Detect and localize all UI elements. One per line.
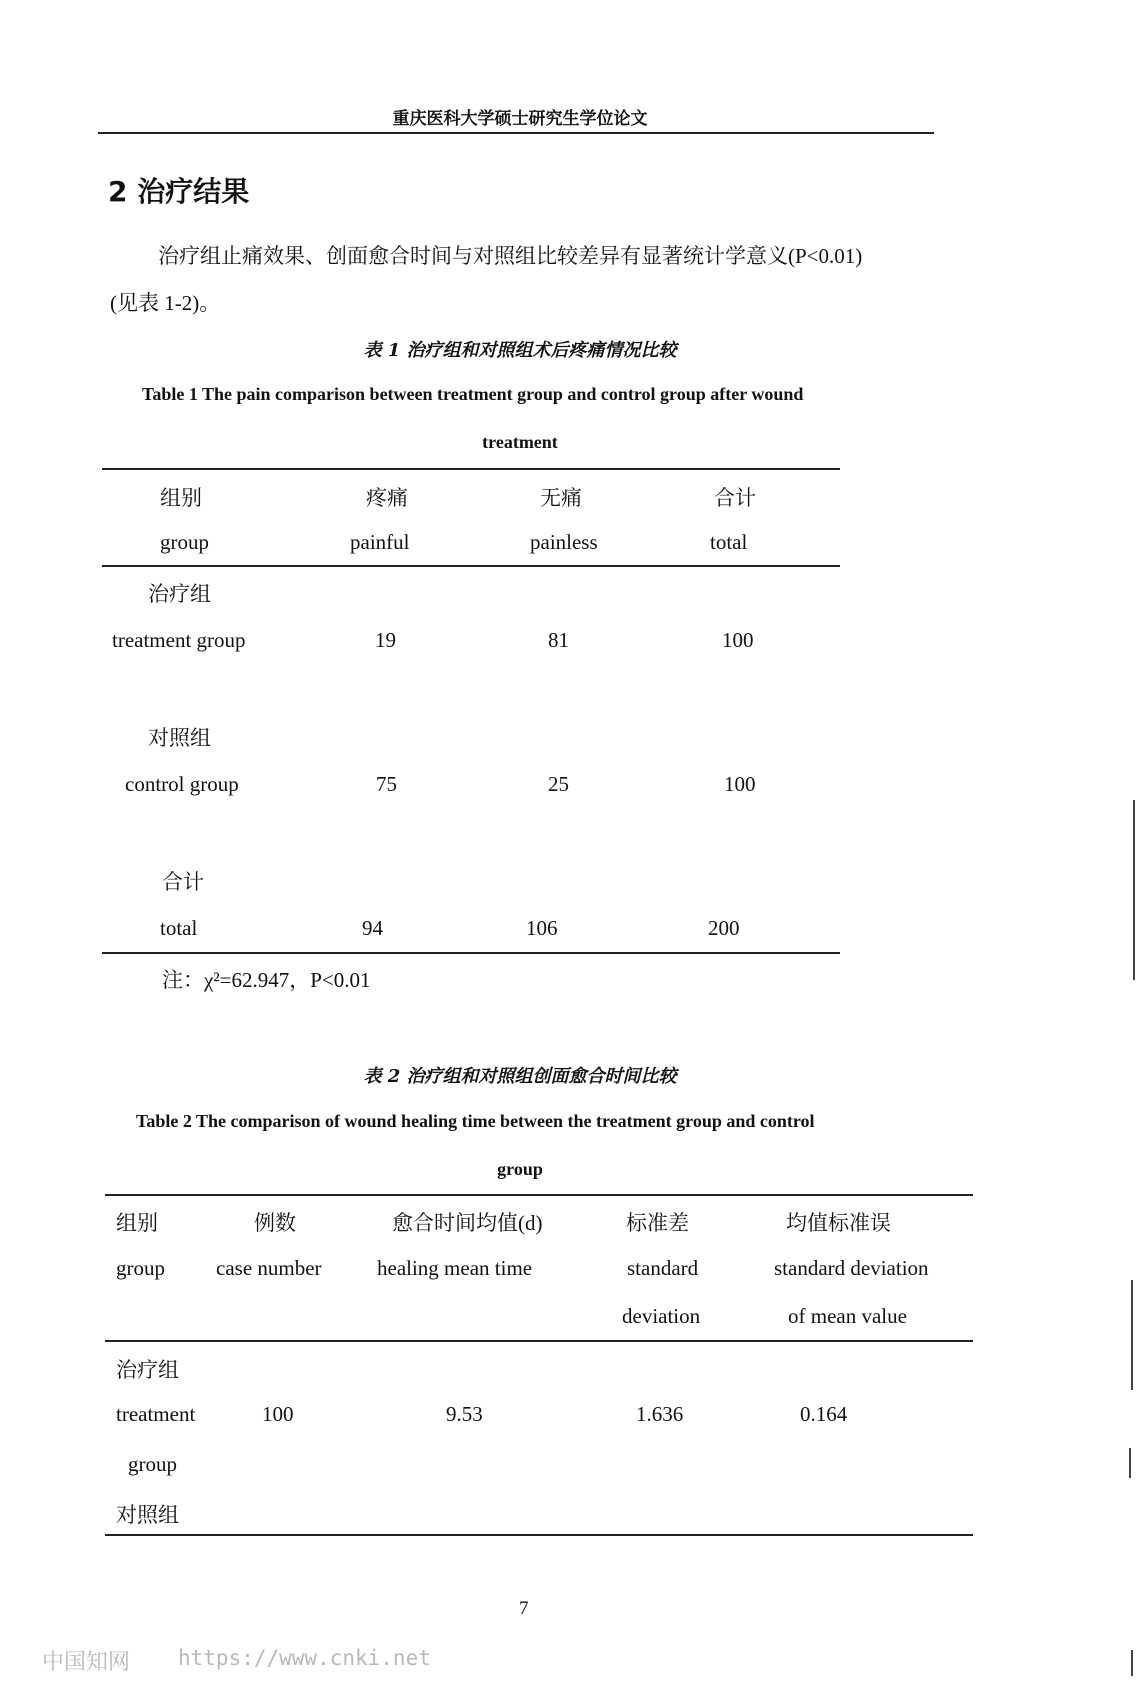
table2-row1-mean: 9.53: [446, 1402, 483, 1426]
table1-note: 注：χ²=62.947，P<0.01: [162, 968, 371, 992]
table1-row1-painless: 81: [548, 628, 569, 652]
table1-caption-en-line2: treatment: [482, 432, 558, 452]
table1-header-en-painless: painless: [530, 530, 598, 554]
table2-header-en-sd-line2: deviation: [622, 1304, 701, 1328]
page-number: 7: [519, 1598, 529, 1619]
table1-row2-painless: 25: [548, 772, 569, 796]
table2-row1-sd: 1.636: [636, 1402, 684, 1426]
table2-caption-cn: 表 2 治疗组和对照组创面愈合时间比较: [363, 1066, 677, 1087]
table1-header-cn-painless: 无痛: [540, 486, 582, 510]
table2-row1-name-en-2: group: [128, 1452, 177, 1476]
table1-row2-name-cn: 对照组: [148, 726, 211, 750]
watermark-url: https://www.cnki.net: [178, 1646, 431, 1670]
body-line-2: (见表 1-2)。: [110, 291, 221, 315]
watermark-site-name: 中国知网: [42, 1650, 131, 1675]
table1-bottom-rule: [102, 952, 840, 954]
table1-header-cn-painful: 疼痛: [366, 486, 408, 510]
table2-header-en-cases: case number: [216, 1256, 322, 1280]
table2-header-en-sd: standard: [627, 1256, 699, 1280]
table1-row3-painless: 106: [526, 916, 558, 940]
table2-row1-cases: 100: [262, 1402, 294, 1426]
table2-row1-name-cn: 治疗组: [116, 1358, 179, 1382]
table2-header-en-sem-line2: of mean value: [788, 1304, 907, 1328]
table2-caption-en-line2: group: [497, 1159, 543, 1179]
table2-header-en-mean: healing mean time: [377, 1256, 533, 1280]
table1-top-rule: [102, 468, 840, 470]
table2-header-rule: [105, 1340, 973, 1342]
scan-edge-mark: [1129, 1448, 1131, 1478]
table2-header-cn-sd: 标准差: [626, 1211, 689, 1235]
table2-caption-en-line1: Table 2 The comparison of wound healing time between the treatment group and control: [136, 1111, 815, 1131]
table2-top-rule: [105, 1194, 973, 1196]
table2-header-cn-sem: 均值标准误: [786, 1211, 891, 1235]
table1-row1-total: 100: [722, 628, 754, 652]
table2-bottom-rule: [105, 1534, 973, 1536]
table1-row3-total: 200: [708, 916, 740, 940]
table2-header-cn-mean: 愈合时间均值(d): [392, 1211, 543, 1235]
table2-header-cn-group: 组别: [116, 1211, 158, 1235]
scan-edge-mark: [1131, 1280, 1133, 1390]
scan-edge-mark: [1133, 800, 1135, 980]
table1-row3-painful: 94: [362, 916, 383, 940]
table1-header-en-painful: painful: [350, 530, 410, 554]
body-line-1: 治疗组止痛效果、创面愈合时间与对照组比较差异有显著统计学意义(P<0.01): [158, 244, 863, 268]
table2-header-en-group: group: [116, 1256, 165, 1280]
table1-header-en-total: total: [710, 530, 748, 554]
table1-row3-name-en: total: [160, 916, 198, 940]
table1-row1-name-cn: 治疗组: [148, 582, 211, 606]
table1-header-cn-group: 组别: [160, 486, 202, 510]
table1-row2-name-en: control group: [125, 772, 239, 796]
scan-edge-mark: [1131, 1650, 1133, 1676]
table1-header-cn-total: 合计: [714, 486, 756, 510]
header-rule: [98, 132, 934, 134]
table2-row2-name-cn: 对照组: [116, 1503, 179, 1527]
table1-row1-painful: 19: [375, 628, 396, 652]
table2-row1-name-en-1: treatment: [116, 1402, 196, 1426]
running-header: 重庆医科大学硕士研究生学位论文: [392, 109, 648, 129]
table1-caption-en-line1: Table 1 The pain comparison between treatment group and control group after wound: [142, 384, 804, 404]
table2-row1-sem: 0.164: [800, 1402, 848, 1426]
table1-row1-name-en: treatment group: [112, 628, 246, 652]
table1-row2-total: 100: [724, 772, 756, 796]
table1-row2-painful: 75: [376, 772, 397, 796]
table1-header-rule: [102, 565, 840, 567]
table2-header-en-sem: standard deviation: [774, 1256, 929, 1280]
section-heading: 2 治疗结果: [108, 175, 250, 208]
table1-row3-name-cn: 合计: [162, 870, 204, 894]
table2-header-cn-cases: 例数: [254, 1211, 296, 1235]
table1-caption-cn: 表 1 治疗组和对照组术后疼痛情况比较: [363, 340, 677, 361]
table1-header-en-group: group: [160, 530, 209, 554]
